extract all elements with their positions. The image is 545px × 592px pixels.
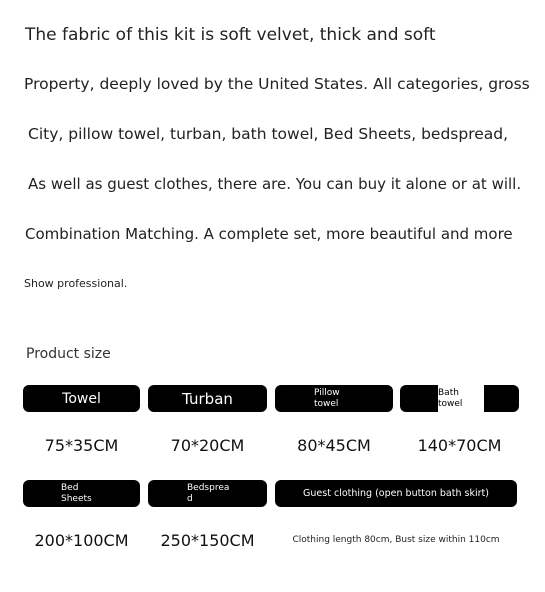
bed-sheets-size: 200*100CM: [34, 531, 129, 550]
turban-label: Turban: [182, 389, 233, 408]
pillow-towel-label-line1: Pillow: [314, 387, 340, 398]
bed-sheets-label-line2: Sheets: [61, 493, 92, 504]
towel-label: Towel: [62, 390, 101, 407]
guest-clothing-size-note: Clothing length 80cm, Bust size within 110cm: [292, 535, 500, 545]
bath-towel-label-line1: Bath: [438, 387, 459, 398]
description-line-4: As well as guest clothes, there are. You can buy it alone or at will.: [28, 175, 522, 193]
turban-size: 70*20CM: [170, 436, 245, 455]
description-line-1: The fabric of this kit is soft velvet, thick and soft: [25, 25, 436, 45]
description-line-2: Property, deeply loved by the United States. All categories, gross: [24, 75, 530, 93]
bath-towel-label-line2: towel: [438, 398, 463, 409]
description-line-6: Show professional.: [24, 277, 128, 290]
guest-clothing-label: Guest clothing (open button bath skirt): [303, 488, 489, 499]
turban-label-tag: [148, 385, 267, 412]
bedspread-label-line1: Bedsprea: [187, 482, 230, 493]
pillow-towel-size: 80*45CM: [297, 436, 371, 455]
pillow-towel-label-line2: towel: [314, 398, 339, 409]
bed-sheets-label-tag: [23, 480, 140, 507]
bedspread-label-line2: d: [187, 493, 193, 504]
bedspread-label-tag: [148, 480, 267, 507]
product-size-title: Product size: [26, 346, 111, 362]
bath-towel-label-tag: [400, 385, 519, 412]
description-line-3: City, pillow towel, turban, bath towel, Bed Sheets, bedspread,: [28, 125, 509, 143]
bed-sheets-label-line1: Bed: [61, 482, 79, 493]
guest-clothing-label-tag: [275, 480, 517, 507]
towel-label-tag: [23, 385, 140, 412]
pillow-towel-label-tag: [275, 385, 393, 412]
bath-towel-size: 140*70CM: [417, 436, 502, 455]
description-line-5: Combination Matching. A complete set, more beautiful and more: [25, 225, 513, 243]
towel-size: 75*35CM: [44, 436, 119, 455]
bedspread-size: 250*150CM: [160, 531, 255, 550]
